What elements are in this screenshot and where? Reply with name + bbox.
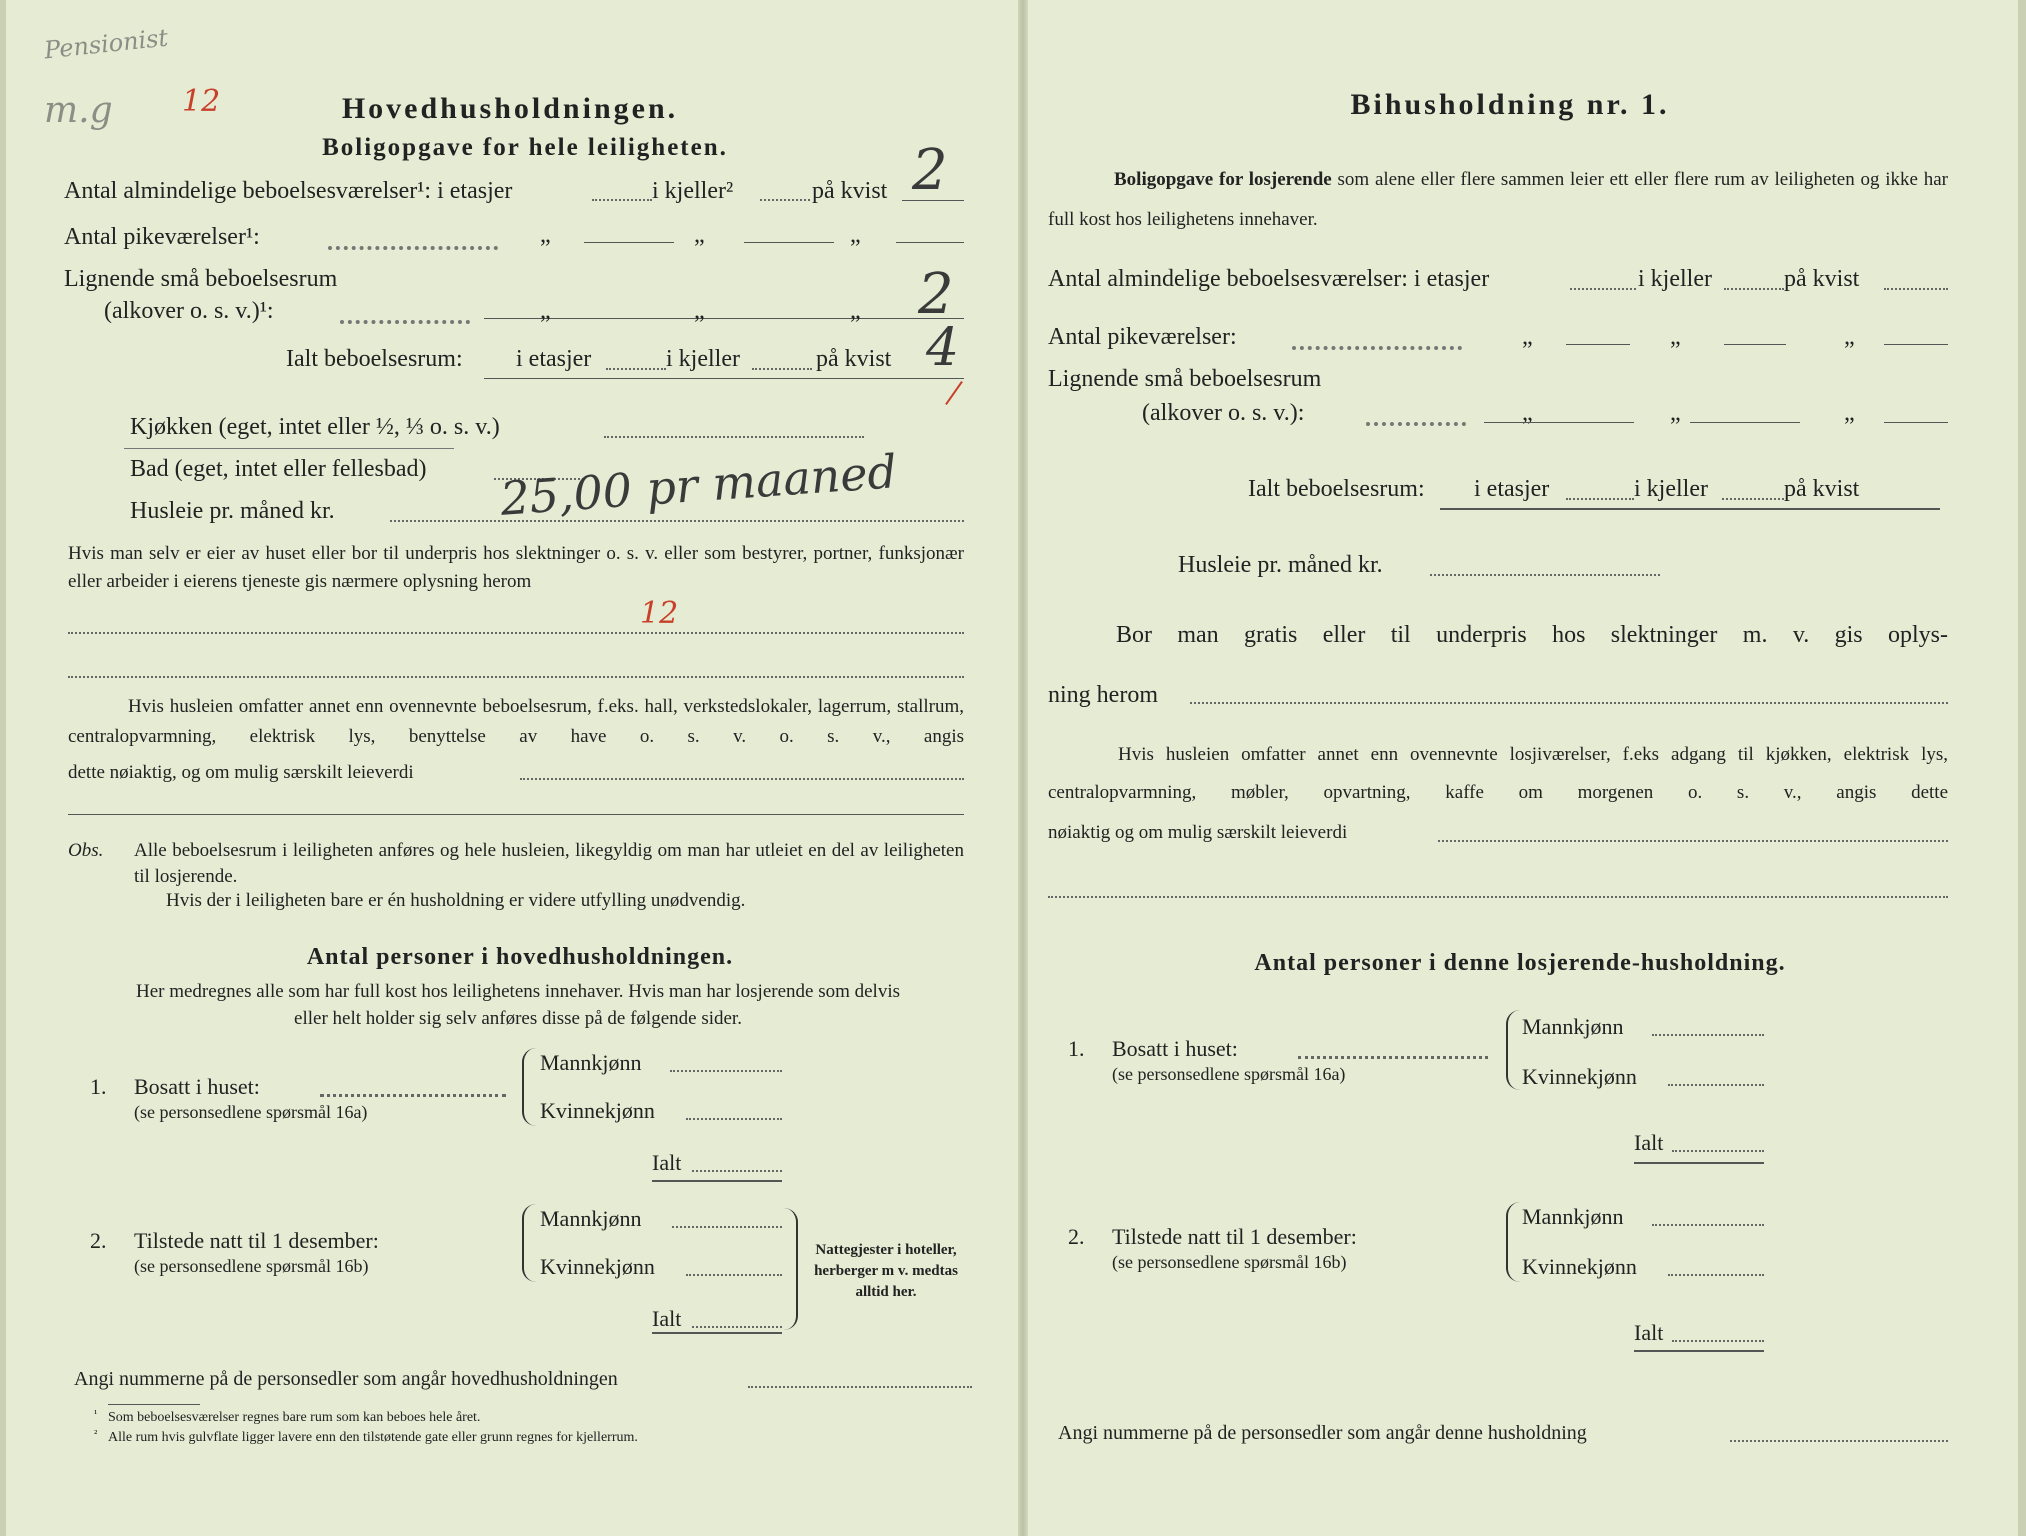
para-eier: Hvis man selv er eier av huset eller bor til underpris hos slektninger o. s. v. eller som bestyrer, portner, funksjonær eller arbeider i eierens tjeneste gis nærmere oplysning herom <box>68 543 964 592</box>
left-q2-ialt-underline <box>652 1332 782 1334</box>
field-husleie[interactable] <box>390 520 964 522</box>
handwritten-husleie-value: 25,00 pr maaned <box>498 444 899 526</box>
handwritten-ialt-value: 4 <box>926 318 960 378</box>
right-ditto-pike-2: „ <box>1670 324 1681 350</box>
right-ditto-pike-3: „ <box>1844 324 1855 350</box>
obs-text: Alle beboelsesrum i leiligheten anføres og hele husleien, likegyldig om man har utleiet en del av leiligheten til losjerende. <box>134 840 964 887</box>
right-q2-kvinne: Kvinnekjønn <box>1522 1254 1637 1279</box>
right-label-ialt-kvist: på kvist <box>1784 476 1860 502</box>
field-eier-line-1[interactable] <box>68 632 964 634</box>
right-q2-label: Tilstede natt til 1 desember: <box>1112 1224 1357 1249</box>
right-label-husleie: Husleie pr. måned kr. <box>1178 552 1383 578</box>
right-field-leieverdi-1[interactable] <box>1438 840 1948 842</box>
right-q1-mann: Mannkjønn <box>1522 1014 1624 1039</box>
label-ialt-kvist: på kvist <box>816 346 892 372</box>
right-field-husleie[interactable] <box>1430 574 1660 576</box>
para-husleie: Hvis husleien omfatter annet enn ovennevnte beboelsesrum, f.eks. hall, verkstedslokaler, lagerrum, stallrum, centralopvarmning, elektrisk lys, benyttelse av have o. s. v. o. s. v., angis <box>68 696 964 747</box>
right-ning-herom: ning herom <box>1048 682 1158 708</box>
right-intro-rest: som alene eller flere sammen leier ett eller flere rum av leiligheten og ikke har full kost hos leilighetens innehaver. <box>1048 169 1949 230</box>
right-field-pike-kjeller[interactable] <box>1724 344 1786 345</box>
left-title: Hovedhusholdningen. <box>341 92 679 125</box>
right-field-herom[interactable] <box>1190 702 1948 704</box>
field-ialt-etasjer[interactable] <box>606 368 666 370</box>
right-ditto-lignende-1: „ <box>1522 400 1533 426</box>
right-label-i-kjeller: i kjeller <box>1638 266 1712 292</box>
left-q1-ialt-underline <box>652 1180 782 1182</box>
left-q1-ialt: Ialt <box>652 1150 682 1175</box>
ditto-pike-3: „ <box>850 222 861 248</box>
handwritten-mg: m.g <box>44 90 113 131</box>
right-q2-sub: (se personsedlene spørsmål 16b) <box>1112 1252 1347 1272</box>
right-q2-ialt: Ialt <box>1634 1320 1664 1345</box>
field-kjeller[interactable] <box>760 199 810 201</box>
right-field-pike-etasjer[interactable] <box>1566 344 1630 345</box>
footnote-2-mark: ² <box>94 1428 98 1440</box>
left-q1-label: Bosatt i huset: <box>134 1074 260 1099</box>
right-label-alminnelige: Antal almindelige beboelsesværelser: i etasjer <box>1048 266 1490 292</box>
label-i-kjeller: i kjeller² <box>652 178 734 204</box>
footnote-rule <box>108 1404 200 1405</box>
right-field-etasjer[interactable] <box>1570 288 1636 290</box>
left-q1-kvinne: Kvinnekjønn <box>540 1098 655 1123</box>
right-field-q2-mann[interactable] <box>1652 1224 1764 1226</box>
right-field-q1-ialt[interactable] <box>1672 1150 1764 1152</box>
right-para-husleie: Hvis husleien omfatter annet enn ovennevnte losjiværelser, f.eks adgang til kjøkken, elektrisk lys, centralopvarmning, møbler, opvartning, kaffe om morgenen o. s. v., angis dette <box>1048 744 1948 803</box>
page-fold <box>1018 0 1028 1536</box>
field-left-q2-mann[interactable] <box>672 1226 782 1228</box>
field-left-q1-kvinne[interactable] <box>686 1118 782 1120</box>
handwritten-lignende-value: 2 <box>918 262 954 327</box>
right-field-lignende-etasjer[interactable] <box>1484 422 1634 423</box>
left-subtitle: Boligopgave for hele leiligheten. <box>322 134 728 161</box>
left-antal-para: Her medregnes alle som har full kost hos leilighetens innehaver. Hvis man har losjerende som delvis eller helt holder sig selv anføres disse på de følgende sider. <box>135 981 901 1029</box>
dot-leader-lignende <box>340 320 470 324</box>
right-intro <box>1048 160 1948 240</box>
right-field-leieverdi-2[interactable] <box>1048 896 1948 898</box>
label-alminnelige: Antal almindelige beboelsesværelser¹: i etasjer <box>64 178 513 204</box>
label-husleie: Husleie pr. måned kr. <box>130 498 335 524</box>
ialt-underline <box>484 378 964 379</box>
right-label-paa-kvist: på kvist <box>1784 266 1860 292</box>
left-q1-mann: Mannkjønn <box>540 1050 642 1075</box>
field-left-q2-kvinne[interactable] <box>686 1274 782 1276</box>
field-left-q1-mann[interactable] <box>670 1070 782 1072</box>
right-field-q2-kvinne[interactable] <box>1668 1274 1764 1276</box>
right-field-lignende-kjeller[interactable] <box>1690 422 1800 423</box>
right-intro-bold: Boligopgave for losjerende <box>1114 169 1332 190</box>
ditto-lignende-1: „ <box>540 298 551 324</box>
right-q1-brace <box>1506 1010 1520 1090</box>
right-edge <box>2018 0 2026 1536</box>
handwritten-kvist-value: 2 <box>912 138 948 203</box>
right-field-kjeller[interactable] <box>1724 288 1784 290</box>
right-label-ialt: Ialt beboelsesrum: <box>1248 476 1425 502</box>
right-field-angi[interactable] <box>1730 1440 1948 1442</box>
label-ialt-kjeller: i kjeller <box>666 346 740 372</box>
left-q2-brace <box>522 1204 536 1282</box>
ditto-pike-2: „ <box>694 222 705 248</box>
field-kjokken[interactable] <box>604 436 864 438</box>
label-pikevaerelser: Antal pikeværelser¹: <box>64 224 260 250</box>
label-lignende: Lignende små beboelsesrum <box>64 266 338 292</box>
field-pike-etasjer[interactable] <box>584 242 674 243</box>
right-bor-gratis: Bor man gratis eller til underpris hos slektninger m. v. gis oplys- <box>1116 622 1948 648</box>
label-ialt-beboelsesrum: Ialt beboelsesrum: <box>286 346 463 372</box>
handwritten-pensionist: Pensionist <box>42 23 170 65</box>
right-q1-kvinne: Kvinnekjønn <box>1522 1064 1637 1089</box>
field-left-q1-ialt[interactable] <box>692 1170 782 1172</box>
left-q1-num: 1. <box>90 1074 107 1099</box>
obs-label: Obs. <box>68 840 104 861</box>
right-field-q2-ialt[interactable] <box>1672 1340 1764 1342</box>
right-ialt-underline <box>1440 508 1940 510</box>
right-q2-brace <box>1506 1202 1520 1282</box>
field-leieverdi-1[interactable] <box>520 778 964 780</box>
right-title: Bihusholdning nr. 1. <box>1350 88 1670 121</box>
right-q1-ialt: Ialt <box>1634 1130 1664 1155</box>
label-kjokken: Kjøkken (eget, intet eller ½, ⅓ o. s. v.) <box>130 414 500 440</box>
field-eier-line-2[interactable] <box>68 676 964 678</box>
right-field-q1-mann[interactable] <box>1652 1034 1764 1036</box>
right-q1-sub: (se personsedlene spørsmål 16a) <box>1112 1064 1346 1084</box>
right-q2-ialt-underline <box>1634 1350 1764 1352</box>
para-husleie-last: dette nøiaktig, og om mulig særskilt leieverdi <box>68 762 414 783</box>
handwritten-twelve-mid: 12 <box>640 596 679 631</box>
right-field-kvist[interactable] <box>1884 288 1948 290</box>
right-q2-mann: Mannkjønn <box>1522 1204 1624 1229</box>
label-bad: Bad (eget, intet eller fellesbad) <box>130 456 427 482</box>
right-q1-num: 1. <box>1068 1036 1085 1061</box>
right-label-ialt-kjeller: i kjeller <box>1634 476 1708 502</box>
label-alkover: (alkover o. s. v.)¹: <box>104 298 274 324</box>
left-angi-nummerne: Angi nummerne på de personsedler som angår hovedhusholdningen <box>74 1368 618 1390</box>
pencil-underline <box>124 448 454 449</box>
left-q2-sub: (se personsedlene spørsmål 16b) <box>134 1256 369 1276</box>
right-field-ialt-etasjer[interactable] <box>1566 498 1634 500</box>
field-ialt-kjeller[interactable] <box>752 368 812 370</box>
ditto-lignende-2: „ <box>694 298 705 324</box>
handwritten-twelve-top: 12 <box>182 84 221 119</box>
left-q1-sub: (se personsedlene spørsmål 16a) <box>134 1102 368 1122</box>
right-q2-num: 2. <box>1068 1224 1085 1249</box>
field-left-q2-ialt[interactable] <box>692 1326 782 1328</box>
left-q2-kvinne: Kvinnekjønn <box>540 1254 655 1279</box>
right-q1-label: Bosatt i huset: <box>1112 1036 1238 1061</box>
footnote-1: Som beboelsesværelser regnes bare rum som kan beboes hele året. <box>108 1410 481 1425</box>
right-label-alkover: (alkover o. s. v.): <box>1142 400 1305 426</box>
field-etasjer[interactable] <box>592 199 652 201</box>
field-pike-kvist[interactable] <box>896 242 964 243</box>
field-pike-kjeller[interactable] <box>744 242 834 243</box>
left-q2-label: Tilstede natt til 1 desember: <box>134 1228 379 1253</box>
left-edge <box>0 0 6 1536</box>
ditto-pike-1: „ <box>540 222 551 248</box>
right-ditto-lignende-2: „ <box>1670 400 1681 426</box>
right-dot-leader-lignende <box>1366 422 1466 426</box>
left-q1-brace <box>522 1048 536 1126</box>
right-antal-title: Antal personer i denne losjerende-husholdning. <box>1254 950 1786 976</box>
right-dot-leader-pike <box>1292 346 1462 350</box>
left-q2-right-brace <box>784 1208 798 1330</box>
right-field-pike-kvist[interactable] <box>1884 344 1948 345</box>
footnote-2: Alle rum hvis gulvflate ligger lavere enn den tilstøtende gate eller grunn regnes for kjellerrum. <box>108 1430 638 1445</box>
right-para-husleie-last: nøiaktig og om mulig særskilt leieverdi <box>1048 822 1348 843</box>
right-field-lignende-kvist[interactable] <box>1884 422 1948 423</box>
right-label-pikevaerelser: Antal pikeværelser: <box>1048 324 1237 350</box>
left-q2-ialt: Ialt <box>652 1306 682 1331</box>
ditto-lignende-3: „ <box>850 298 861 324</box>
right-field-q1-kvinne[interactable] <box>1668 1084 1764 1086</box>
obs-text-2: Hvis der i leiligheten bare er én husholdning er videre utfylling unødvendig. <box>166 890 746 911</box>
nattegjester-note: Nattegjester i hoteller, herberger m v. medtas alltid her. <box>814 1242 958 1300</box>
right-ditto-pike-1: „ <box>1522 324 1533 350</box>
field-lignende-line[interactable] <box>484 318 964 319</box>
left-q2-mann: Mannkjønn <box>540 1206 642 1231</box>
field-left-angi[interactable] <box>748 1386 972 1388</box>
right-field-ialt-kjeller[interactable] <box>1722 498 1784 500</box>
right-label-ialt-etasjer: i etasjer <box>1474 476 1550 502</box>
right-angi-nummerne: Angi nummerne på de personsedler som angår denne husholdning <box>1058 1422 1587 1444</box>
field-leieverdi-2[interactable] <box>68 814 964 815</box>
right-label-lignende: Lignende små beboelsesrum <box>1048 366 1322 392</box>
footnote-1-mark: ¹ <box>94 1408 98 1420</box>
dot-leader-pike <box>328 246 498 250</box>
label-ialt-etasjer: i etasjer <box>516 346 592 372</box>
right-q1-ialt-underline <box>1634 1162 1764 1164</box>
label-paa-kvist: på kvist <box>812 178 888 204</box>
dot-leader-left-q1 <box>320 1094 506 1097</box>
left-q2-num: 2. <box>90 1228 107 1253</box>
right-dot-leader-q1 <box>1298 1056 1488 1059</box>
left-antal-title: Antal personer i hovedhusholdningen. <box>306 944 734 970</box>
right-ditto-lignende-3: „ <box>1844 400 1855 426</box>
